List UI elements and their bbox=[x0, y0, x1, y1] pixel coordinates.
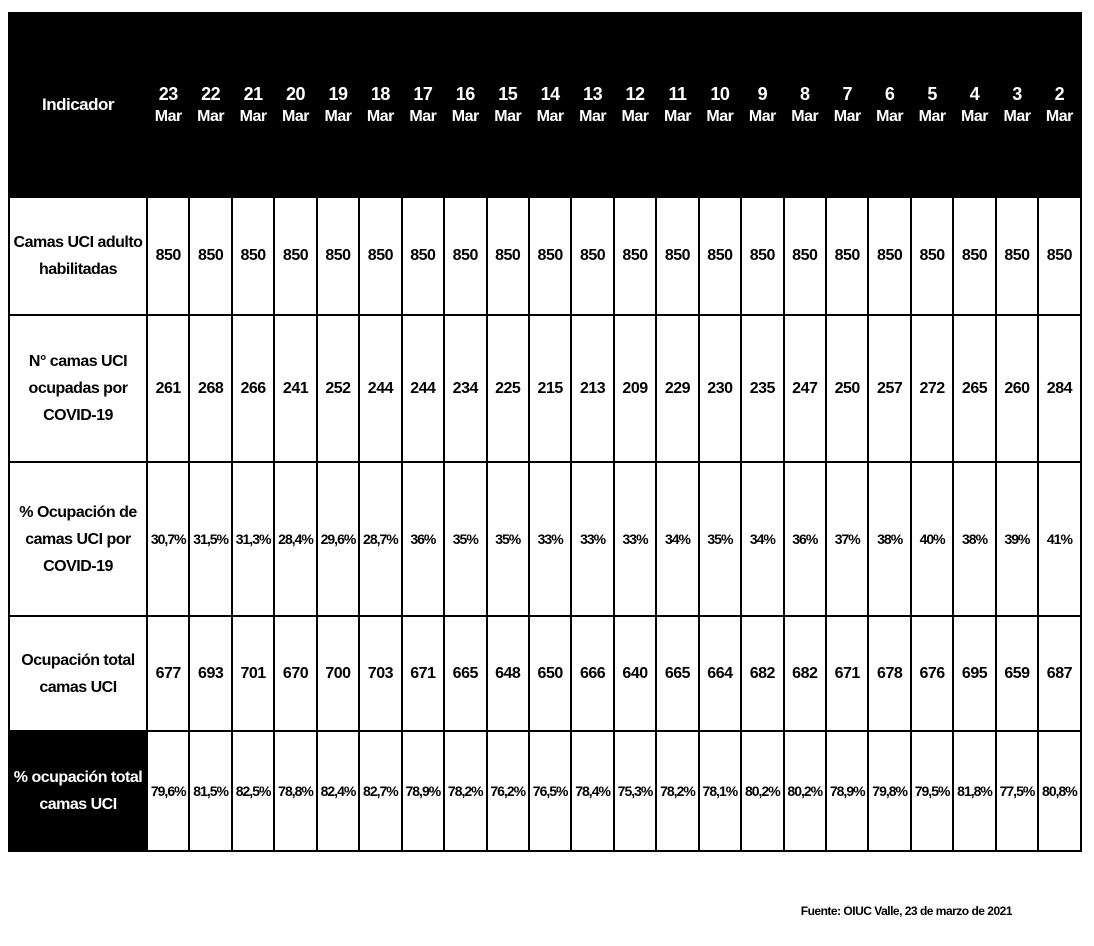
header-month: Mar bbox=[663, 108, 691, 125]
table-cell: 682 bbox=[741, 616, 783, 731]
header-month: Mar bbox=[197, 108, 225, 125]
header-month: Mar bbox=[918, 108, 946, 125]
header-day: 19 bbox=[328, 84, 348, 104]
header-day: 7 bbox=[842, 84, 852, 104]
table-cell: 850 bbox=[274, 197, 316, 315]
table-cell: 28,4% bbox=[274, 462, 316, 616]
table-cell: 235 bbox=[741, 315, 783, 462]
table-cell: 82,5% bbox=[232, 731, 274, 851]
table-cell: 266 bbox=[232, 315, 274, 462]
header-date-column bbox=[1038, 13, 1080, 197]
header-month: Mar bbox=[409, 108, 437, 125]
table-cell: 80,2% bbox=[741, 731, 783, 851]
table-cell: 671 bbox=[826, 616, 868, 731]
table-cell: 229 bbox=[656, 315, 698, 462]
table-cell: 234 bbox=[444, 315, 486, 462]
row-label: % ocupación total camas UCI bbox=[9, 731, 147, 851]
table-cell: 665 bbox=[444, 616, 486, 731]
uci-occupancy-table-container bbox=[8, 12, 1080, 852]
table-cell: 215 bbox=[529, 315, 571, 462]
table-cell: 676 bbox=[911, 616, 953, 731]
header-month: Mar bbox=[876, 108, 904, 125]
table-cell: 80,2% bbox=[784, 731, 826, 851]
table-cell: 230 bbox=[699, 315, 741, 462]
table-cell: 682 bbox=[784, 616, 826, 731]
table-row bbox=[9, 731, 1081, 851]
table-cell: 257 bbox=[868, 315, 910, 462]
header-day: 17 bbox=[413, 84, 433, 104]
table-cell: 284 bbox=[1038, 315, 1080, 462]
row-label: N° camas UCI ocupadas por COVID-19 bbox=[9, 315, 147, 462]
header-day: 18 bbox=[370, 84, 390, 104]
header-date-column bbox=[614, 13, 656, 197]
header-date-column bbox=[953, 13, 995, 197]
table-cell: 79,6% bbox=[147, 731, 189, 851]
header-day: 11 bbox=[668, 84, 687, 104]
header-month: Mar bbox=[494, 108, 522, 125]
table-cell: 40% bbox=[911, 462, 953, 616]
table-cell: 33% bbox=[614, 462, 656, 616]
table-cell: 260 bbox=[996, 315, 1038, 462]
table-row bbox=[9, 197, 1081, 315]
header-day: 9 bbox=[757, 84, 768, 104]
table-cell: 247 bbox=[784, 315, 826, 462]
table-cell: 703 bbox=[359, 616, 401, 731]
header-date-column bbox=[359, 13, 401, 197]
table-cell: 34% bbox=[656, 462, 698, 616]
table-cell: 34% bbox=[741, 462, 783, 616]
table-cell: 850 bbox=[614, 197, 656, 315]
header-day: 20 bbox=[286, 84, 306, 104]
table-cell: 225 bbox=[487, 315, 529, 462]
table-cell: 28,7% bbox=[359, 462, 401, 616]
header-date-column bbox=[911, 13, 953, 197]
table-cell: 700 bbox=[317, 616, 359, 731]
table-cell: 640 bbox=[614, 616, 656, 731]
header-month: Mar bbox=[961, 108, 988, 125]
table-cell: 666 bbox=[571, 616, 613, 731]
header-day: 8 bbox=[800, 84, 810, 104]
header-date-column bbox=[274, 13, 316, 197]
table-cell: 850 bbox=[699, 197, 741, 315]
table-cell: 38% bbox=[953, 462, 995, 616]
table-cell: 244 bbox=[402, 315, 444, 462]
table-cell: 82,7% bbox=[359, 731, 401, 851]
table-cell: 648 bbox=[487, 616, 529, 731]
header-day: 5 bbox=[927, 84, 937, 104]
table-cell: 850 bbox=[444, 197, 486, 315]
table-cell: 850 bbox=[232, 197, 274, 315]
table-cell: 268 bbox=[189, 315, 231, 462]
table-cell: 695 bbox=[953, 616, 995, 731]
table-cell: 78,4% bbox=[571, 731, 613, 851]
table-cell: 664 bbox=[699, 616, 741, 731]
header-month: Mar bbox=[791, 108, 819, 125]
table-cell: 35% bbox=[487, 462, 529, 616]
table-cell: 31,3% bbox=[232, 462, 274, 616]
header-month: Mar bbox=[1003, 108, 1031, 125]
table-cell: 35% bbox=[699, 462, 741, 616]
table-cell: 850 bbox=[868, 197, 910, 315]
table-cell: 41% bbox=[1038, 462, 1080, 616]
header-month: Mar bbox=[1045, 108, 1073, 125]
table-cell: 213 bbox=[571, 315, 613, 462]
table-cell: 678 bbox=[868, 616, 910, 731]
header-day: 12 bbox=[625, 84, 645, 104]
header-date-column bbox=[826, 13, 868, 197]
header-date-column bbox=[232, 13, 274, 197]
table-cell: 850 bbox=[953, 197, 995, 315]
table-row bbox=[9, 315, 1081, 462]
header-day: 2 bbox=[1054, 84, 1065, 104]
header-date-column bbox=[402, 13, 444, 197]
table-cell: 659 bbox=[996, 616, 1038, 731]
table-cell: 78,2% bbox=[656, 731, 698, 851]
table-cell: 82,4% bbox=[317, 731, 359, 851]
table-cell: 850 bbox=[784, 197, 826, 315]
header-month: Mar bbox=[579, 108, 607, 125]
row-label: Ocupación total camas UCI bbox=[9, 616, 147, 731]
table-cell: 850 bbox=[826, 197, 868, 315]
table-cell: 252 bbox=[317, 315, 359, 462]
header-date-column bbox=[317, 13, 359, 197]
header-date-column bbox=[529, 13, 571, 197]
header-month: Mar bbox=[366, 108, 394, 125]
header-month: Mar bbox=[239, 108, 267, 125]
source-note: Fuente: OIUC Valle, 23 de marzo de 2021 bbox=[800, 904, 1012, 918]
header-month: Mar bbox=[536, 108, 564, 125]
table-cell: 250 bbox=[826, 315, 868, 462]
table-cell: 33% bbox=[571, 462, 613, 616]
header-date-column bbox=[741, 13, 783, 197]
table-header-row bbox=[9, 13, 1081, 197]
table-cell: 241 bbox=[274, 315, 316, 462]
table-cell: 29,6% bbox=[317, 462, 359, 616]
header-day: 14 bbox=[540, 84, 560, 104]
table-cell: 850 bbox=[656, 197, 698, 315]
table-cell: 850 bbox=[487, 197, 529, 315]
table-cell: 75,3% bbox=[614, 731, 656, 851]
header-indicador: Indicador bbox=[9, 13, 147, 197]
table-cell: 209 bbox=[614, 315, 656, 462]
table-cell: 850 bbox=[402, 197, 444, 315]
header-day: 10 bbox=[710, 84, 730, 104]
table-cell: 261 bbox=[147, 315, 189, 462]
table-cell: 38% bbox=[868, 462, 910, 616]
table-cell: 39% bbox=[996, 462, 1038, 616]
table-cell: 850 bbox=[1038, 197, 1080, 315]
table-cell: 78,2% bbox=[444, 731, 486, 851]
row-label: Camas UCI adulto habilitadas bbox=[9, 197, 147, 315]
table-cell: 850 bbox=[359, 197, 401, 315]
table-cell: 850 bbox=[317, 197, 359, 315]
table-cell: 81,8% bbox=[953, 731, 995, 851]
header-date-column bbox=[189, 13, 231, 197]
uci-occupancy-table bbox=[8, 12, 1082, 852]
header-month: Mar bbox=[154, 108, 182, 125]
header-day: 16 bbox=[455, 84, 475, 104]
header-date-column bbox=[656, 13, 698, 197]
table-cell: 37% bbox=[826, 462, 868, 616]
table-cell: 80,8% bbox=[1038, 731, 1080, 851]
header-date-column bbox=[444, 13, 486, 197]
table-cell: 81,5% bbox=[189, 731, 231, 851]
table-cell: 35% bbox=[444, 462, 486, 616]
table-cell: 78,9% bbox=[402, 731, 444, 851]
table-cell: 850 bbox=[189, 197, 231, 315]
table-cell: 850 bbox=[741, 197, 783, 315]
table-cell: 79,8% bbox=[868, 731, 910, 851]
table-cell: 687 bbox=[1038, 616, 1080, 731]
header-date-column bbox=[699, 13, 741, 197]
table-cell: 78,1% bbox=[699, 731, 741, 851]
table-row bbox=[9, 462, 1081, 616]
header-date-column bbox=[996, 13, 1038, 197]
table-cell: 78,8% bbox=[274, 731, 316, 851]
header-month: Mar bbox=[748, 108, 776, 125]
table-cell: 850 bbox=[571, 197, 613, 315]
header-date-column bbox=[487, 13, 529, 197]
header-day: 22 bbox=[201, 84, 221, 104]
header-day: 21 bbox=[243, 84, 263, 104]
table-cell: 265 bbox=[953, 315, 995, 462]
table-body bbox=[9, 197, 1081, 851]
table-cell: 77,5% bbox=[996, 731, 1038, 851]
table-cell: 850 bbox=[529, 197, 571, 315]
table-cell: 30,7% bbox=[147, 462, 189, 616]
header-day: 4 bbox=[969, 84, 980, 104]
table-cell: 31,5% bbox=[189, 462, 231, 616]
table-cell: 76,2% bbox=[487, 731, 529, 851]
row-label: % Ocupación de camas UCI por COVID-19 bbox=[9, 462, 147, 616]
table-cell: 33% bbox=[529, 462, 571, 616]
header-month: Mar bbox=[324, 108, 352, 125]
table-cell: 272 bbox=[911, 315, 953, 462]
table-cell: 79,5% bbox=[911, 731, 953, 851]
table-cell: 78,9% bbox=[826, 731, 868, 851]
table-cell: 850 bbox=[996, 197, 1038, 315]
header-month: Mar bbox=[706, 108, 734, 125]
table-cell: 850 bbox=[911, 197, 953, 315]
header-date-column bbox=[784, 13, 826, 197]
table-cell: 850 bbox=[147, 197, 189, 315]
header-day: 6 bbox=[884, 84, 895, 104]
header-day: 23 bbox=[158, 84, 178, 104]
table-cell: 677 bbox=[147, 616, 189, 731]
table-cell: 244 bbox=[359, 315, 401, 462]
header-day: 13 bbox=[583, 84, 603, 104]
table-cell: 693 bbox=[189, 616, 231, 731]
table-cell: 650 bbox=[529, 616, 571, 731]
header-day: 15 bbox=[498, 84, 518, 104]
table-cell: 671 bbox=[402, 616, 444, 731]
table-cell: 665 bbox=[656, 616, 698, 731]
table-cell: 36% bbox=[402, 462, 444, 616]
table-cell: 701 bbox=[232, 616, 274, 731]
header-month: Mar bbox=[282, 108, 309, 125]
table-cell: 36% bbox=[784, 462, 826, 616]
header-month: Mar bbox=[621, 108, 649, 125]
table-cell: 76,5% bbox=[529, 731, 571, 851]
header-date-column bbox=[571, 13, 613, 197]
header-date-column bbox=[868, 13, 910, 197]
header-day: 3 bbox=[1012, 84, 1022, 104]
table-cell: 670 bbox=[274, 616, 316, 731]
header-month: Mar bbox=[833, 108, 861, 125]
header-month: Mar bbox=[451, 108, 479, 125]
header-date-column bbox=[147, 13, 189, 197]
table-row bbox=[9, 616, 1081, 731]
